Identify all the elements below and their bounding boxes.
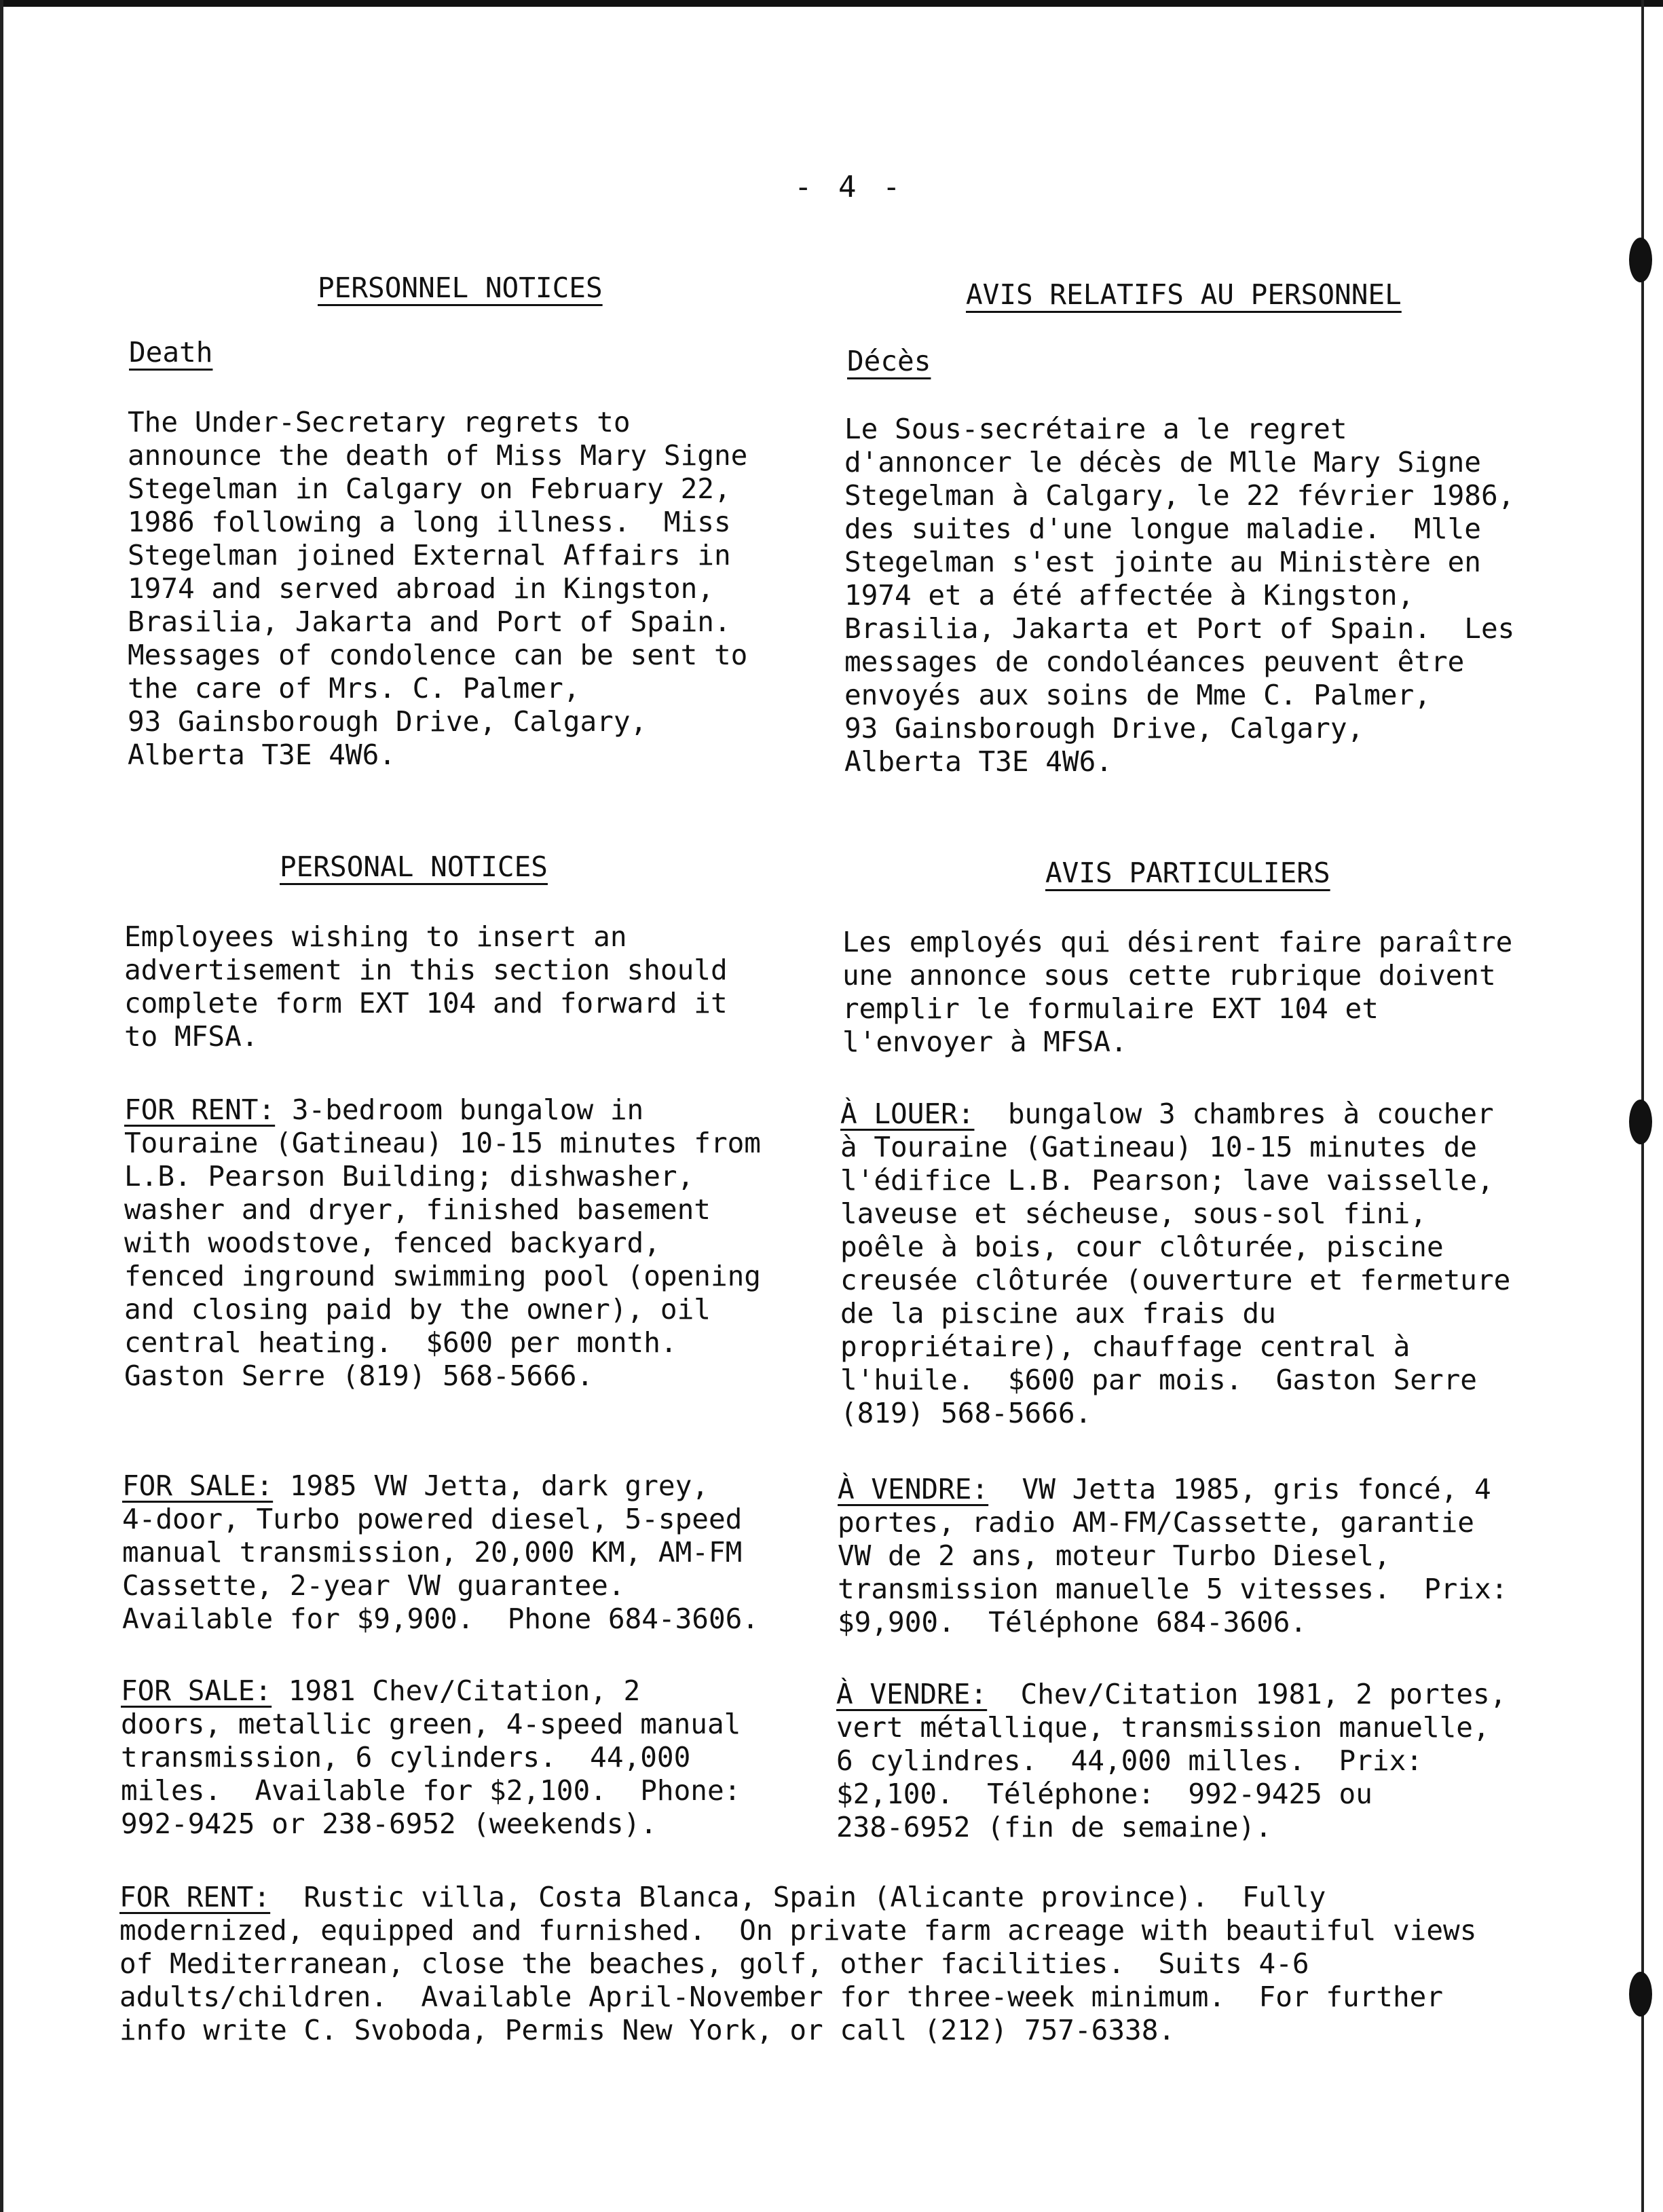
- ad-body: 1985 VW Jetta, dark grey, 4-door, Turbo powered diesel, 5-speed manual transmission, 20,000 KM, AM-FM Cassette, 2-year VW guarantee. Available for $9,900. Phone 684-3606.: [122, 1469, 759, 1635]
- ad-body: 1981 Chev/Citation, 2 doors, metallic green, 4-speed manual transmission, 6 cylinders. 44,000 miles. Available for $2,100. Phone: 992-9425 or 238-6952 (weekends).: [121, 1674, 741, 1840]
- personal-notices-title: PERSONAL NOTICES: [280, 850, 548, 883]
- annonce-a-louer-bungalow: [840, 1098, 1510, 1430]
- ad-label: FOR RENT:: [119, 1881, 271, 1913]
- ad-label: FOR RENT:: [124, 1093, 276, 1126]
- death-heading: Death: [129, 336, 213, 369]
- ad-body: 3-bedroom bungalow in Touraine (Gatineau) 10-15 minutes from L.B. Pearson Building; dishwasher, washer and dryer, finished basement with woodstove, fenced backyard, fenced inground swimming pool (opening and closing paid by the owner), oil central heating. $600 per month. Gaston Serre (819) 568-5666.: [124, 1093, 761, 1392]
- ad-label: À LOUER:: [840, 1098, 975, 1130]
- ad-label: FOR SALE:: [122, 1469, 274, 1502]
- personnel-notices-title: PERSONNEL NOTICES: [318, 271, 603, 304]
- ad-for-sale-citation: [121, 1674, 741, 1841]
- annonce-a-vendre-citation: [836, 1678, 1506, 1844]
- personal-notices-intro: Employees wishing to insert an advertisement in this section should complete form EXT 104 and forward it to MFSA.: [124, 920, 728, 1053]
- annonce-a-vendre-jetta: [838, 1473, 1508, 1639]
- left-border: [0, 0, 3, 2212]
- binder-hole-mark: [1629, 238, 1652, 282]
- page-number: - 4 -: [794, 170, 905, 204]
- binder-hole-mark: [1629, 1972, 1652, 2017]
- top-border: [0, 0, 1663, 7]
- deces-heading: Décès: [847, 345, 931, 377]
- avis-particuliers-title: AVIS PARTICULIERS: [1045, 857, 1330, 889]
- ad-for-sale-jetta: [122, 1469, 759, 1636]
- ad-label: FOR SALE:: [121, 1674, 272, 1707]
- avis-personnel-title: AVIS RELATIFS AU PERSONNEL: [966, 278, 1402, 311]
- death-notice-text: The Under-Secretary regrets to announce the death of Miss Mary Signe Stegelman in Calgary on February 22, 1986 following a long illness. Miss Stegelman joined External Affairs in 1974 and served abroad in Kingston, Brasilia, Jakarta and Port of Spain. Messages of condolence can be sent to the care of Mrs. C. Palmer, 93 Gainsborough Drive, Calgary, Alberta T3E 4W6.: [128, 406, 748, 771]
- ad-body: Chev/Citation 1981, 2 portes, vert métallique, transmission manuelle, 6 cylindres. 44,000 milles. Prix: $2,100. Téléphone: 992-9425 ou 238-6952 (fin de semaine).: [836, 1678, 1507, 1843]
- binder-hole-mark: [1629, 1100, 1652, 1144]
- ad-for-rent-bungalow: [124, 1093, 761, 1393]
- ad-label: À VENDRE:: [838, 1473, 989, 1505]
- ad-label: À VENDRE:: [836, 1678, 988, 1710]
- ad-body: bungalow 3 chambres à coucher à Touraine (Gatineau) 10-15 minutes de l'édifice L.B. Pearson; lave vaisselle, laveuse et sécheuse, sous-sol fini, poêle à bois, cour clôturée, piscine creusée clôturée (ouverture et fermeture de la piscine aux frais du propriétaire), chauffage central à l'huile. $600 par mois. Gaston Serre (819) 568-5666.: [840, 1098, 1511, 1429]
- ad-for-rent-villa: [119, 1881, 1476, 2047]
- ad-body: VW Jetta 1985, gris foncé, 4 portes, radio AM-FM/Cassette, garantie VW de 2 ans, moteur Turbo Diesel, transmission manuelle 5 vitesses. Prix: $9,900. Téléphone 684-3606.: [838, 1473, 1508, 1638]
- ad-body: Rustic villa, Costa Blanca, Spain (Alicante province). Fully modernized, equipped and furnished. On private farm acreage with beautiful views of Mediterranean, close the beaches, golf, other facilities. Suits 4-6 adults/children. Available April-November for three-week minimum. For further info write C. Svoboda, Permis New York, or call (212) 757-6338.: [119, 1881, 1477, 2046]
- avis-deces-text: Le Sous-secrétaire a le regret d'annoncer le décès de Mlle Mary Signe Stegelman à Calgary, le 22 février 1986, des suites d'une longue maladie. Mlle Stegelman s'est jointe au Ministère en 1974 et a été affectée à Kingston, Brasilia, Jakarta et Port of Spain. Les messages de condoléances peuvent être envoyés aux soins de Mme C. Palmer, 93 Gainsborough Drive, Calgary, Alberta T3E 4W6.: [844, 413, 1515, 778]
- avis-particuliers-intro: Les employés qui désirent faire paraître une annonce sous cette rubrique doivent remplir le formulaire EXT 104 et l'envoyer à MFSA.: [842, 926, 1513, 1058]
